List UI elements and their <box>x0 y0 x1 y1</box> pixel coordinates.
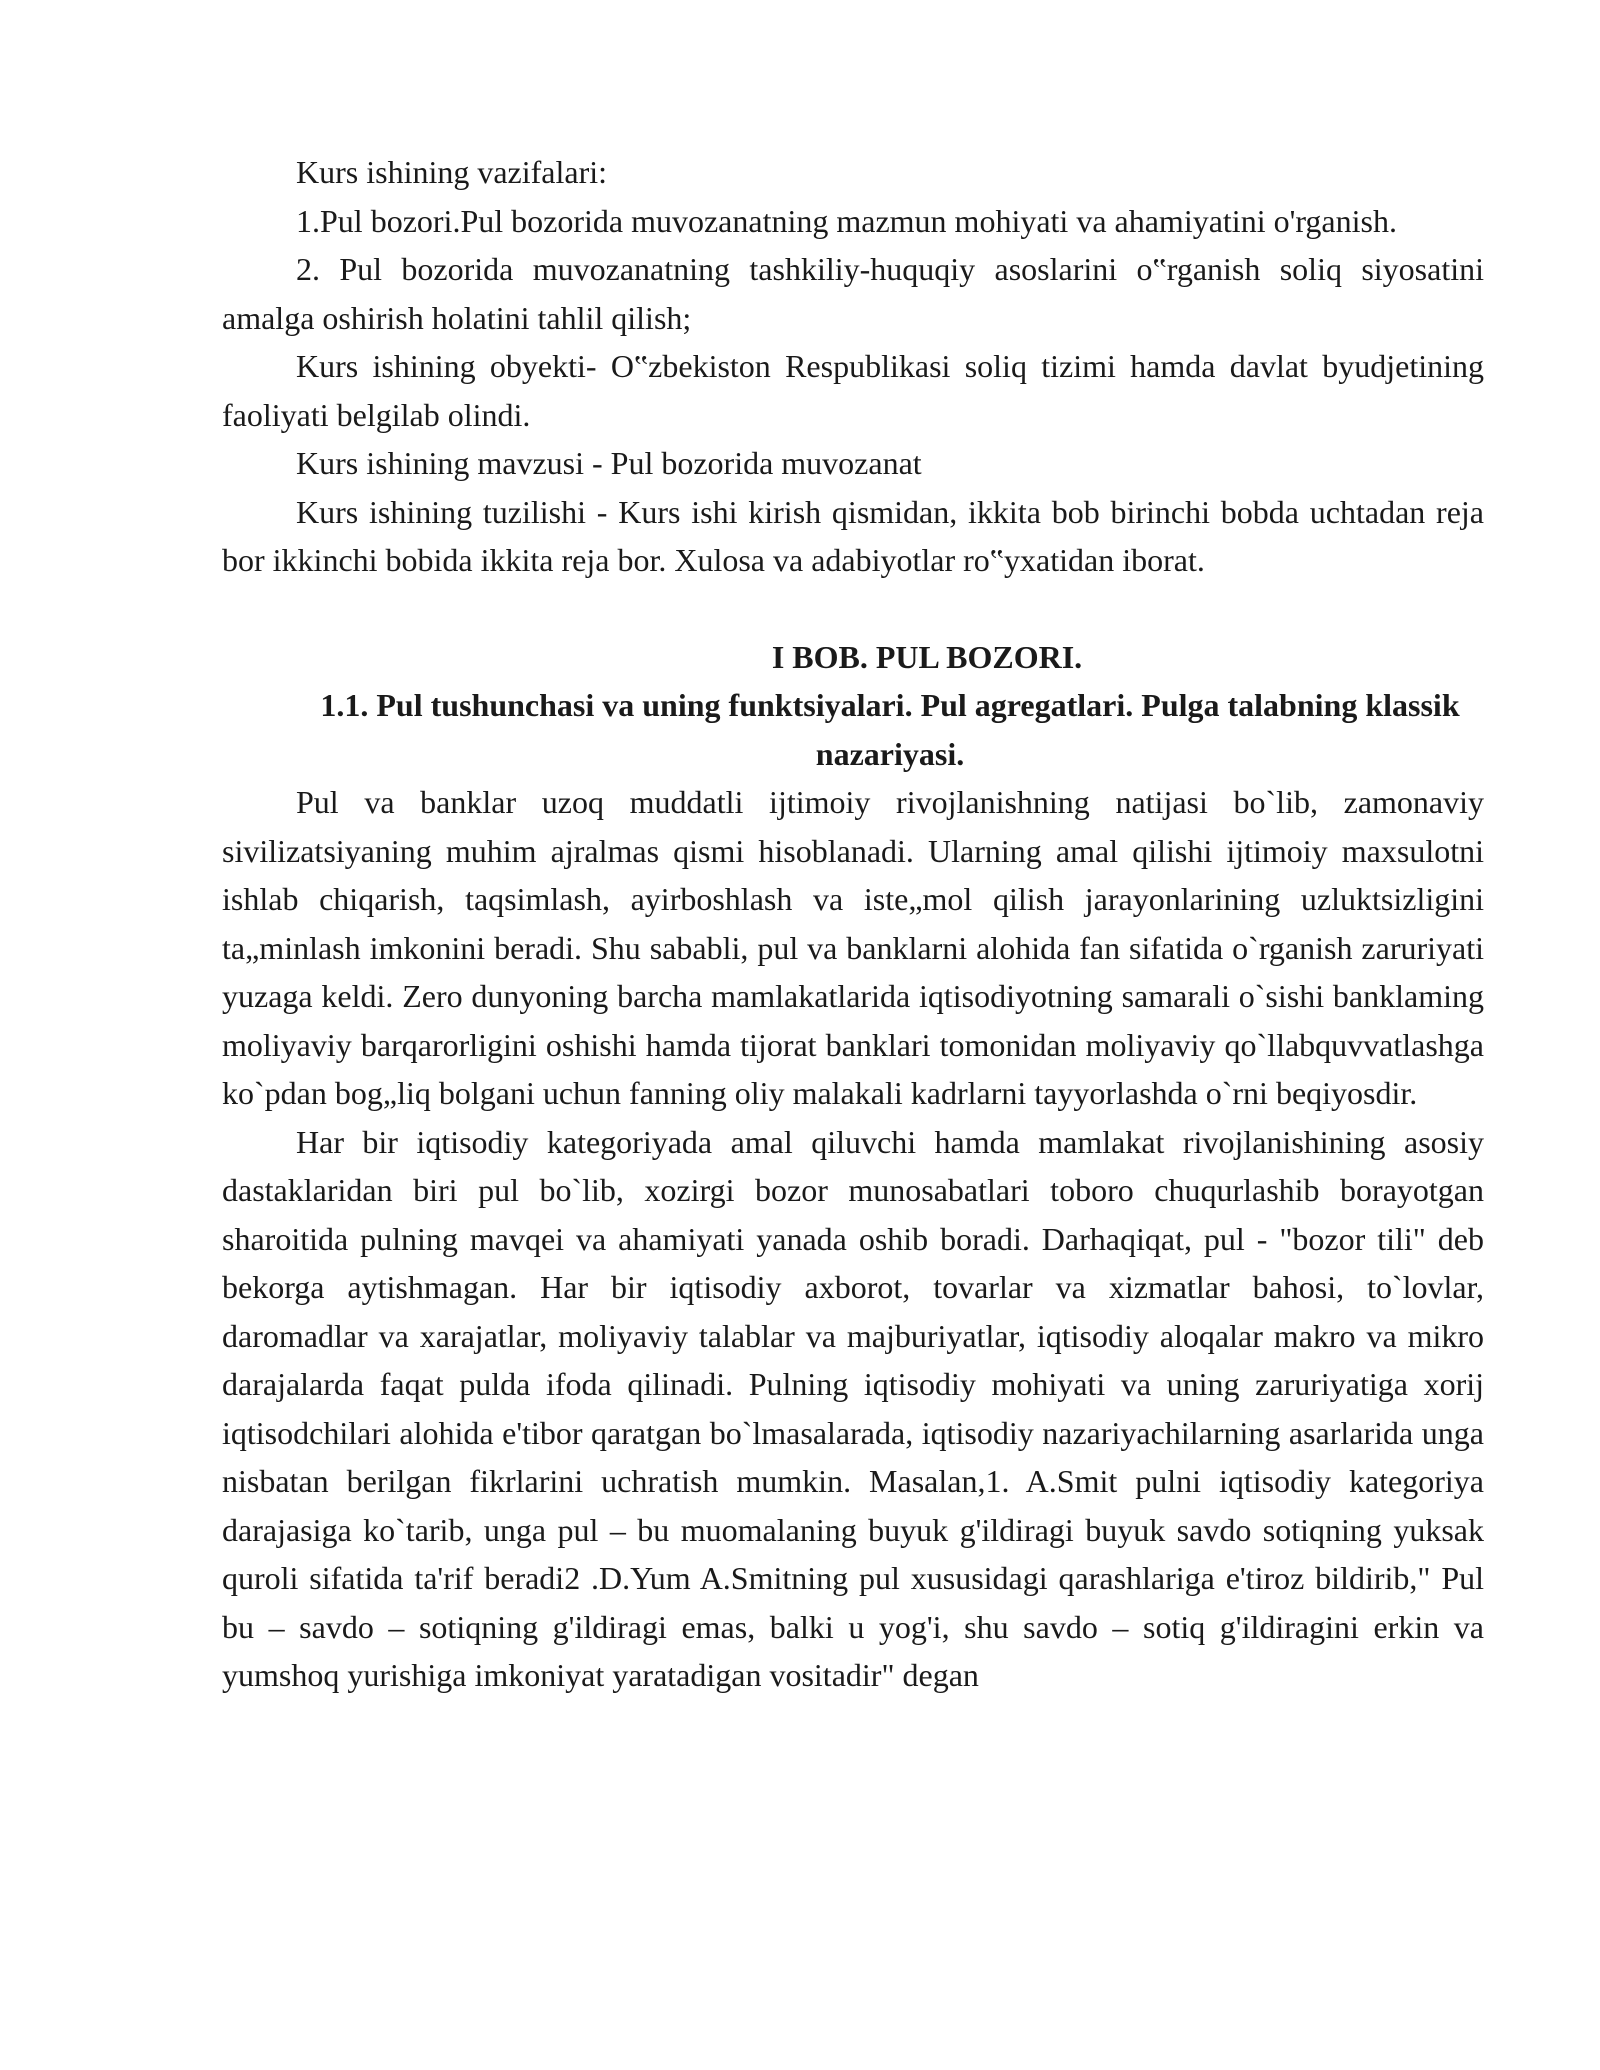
chapter-title: I BOB. PUL BOZORI. <box>771 638 1083 675</box>
tasks-heading: Kurs ishining vazifalari: <box>296 154 608 190</box>
subject-paragraph: Kurs ishining mavzusi - Pul bozorida muvozanat <box>296 445 922 481</box>
task-2-paragraph: 2. Pul bozorida muvozanatning tashkiliy-huquqiy asoslarini o‟rganish soliq siyosatini amalga oshirish holatini tahlil qilish; <box>222 251 1484 336</box>
spacer <box>222 585 1484 633</box>
body-paragraph-2: Har bir iqtisodiy kategoriyada amal qiluvchi hamda mamlakat rivojlanishining asosiy dastaklaridan biri pul bo`lib, xozirgi bozor munosabatlari toboro chuqurlashib borayotgan sharoitida pulning mavqei va ahamiyati yanada oshib boradi. Darhaqiqat, pul - "bozor tili" deb bekorga aytishmagan. Har bir iqtisodiy axborot, tovarlar va xizmatlar bahosi, to`lovlar, daromadlar va xarajatlar, moliyaviy talablar va majburiyatlar, iqtisodiy aloqalar makro va mikro darajalarda faqat pulda ifoda qilinadi. Pulning iqtisodiy mohiyati va uning zaruriyatiga xorij iqtisodchilari alohida e'tibor qaratgan bo`lmasalarada, iqtisodiy nazariyachilarning asarlarida unga nisbatan berilgan fikrlarini uchratish mumkin. Masalan,1. A.Smit pulni iqtisodiy kategoriya darajasiga ko`tarib, unga pul – bu muomalaning buyuk g'ildiragi buyuk savdo sotiqning yuksak quroli sifatida ta'rif beradi2 .D.Yum A.Smitning pul xususidagi qarashlariga e'tiroz bildirib," Pul bu – savdo – sotiqning g'ildiragi emas, balki u yog'i, shu savdo – sotiq g'ildiragini erkin va yumshoq yurishiga imkoniyat yaratadigan vositadir" degan <box>222 1123 1484 1693</box>
structure-paragraph: Kurs ishining tuzilishi - Kurs ishi kirish qismidan, ikkita bob birinchi bobda uchtadan reja bor ikkinchi bobida ikkita reja bor. Xulosa va adabiyotlar ro‟yxatidan iborat. <box>222 493 1484 578</box>
task-1-paragraph: 1.Pul bozori.Pul bozorida muvozanatning mazmun mohiyati va ahamiyatini o'rganish. <box>296 202 1397 239</box>
object-paragraph: Kurs ishining obyekti- O‟zbekiston Respublikasi soliq tizimi hamda davlat byudjetining faoliyati belgilab olindi. <box>222 348 1484 433</box>
document-page <box>222 148 1484 1700</box>
section-title: 1.1. Pul tushunchasi va uning funktsiyalari. Pul agregatlari. Pulga talabning klassik nazariyasi. <box>320 687 1460 772</box>
body-paragraph-1: Pul va banklar uzoq muddatli ijtimoiy rivojlanishning natijasi bo`lib, zamonaviy sivilizatsiyaning muhim ajralmas qismi hisoblanadi. Ularning amal qilishi ijtimoiy maxsulotni ishlab chiqarish, taqsimlash, ayirboshlash va iste„mol qilish jarayonlarining uzluktsizligini ta„minlash imkonini beradi. Shu sababli, pul va banklarni alohida fan sifatida o`rganish zaruriyati yuzaga keldi. Zero dunyoning barcha mamlakatlarida iqtisodiyotning samarali o`sishi banklaming moliyaviy barqarorligini oshishi hamda tijorat banklari tomonidan moliyaviy qo`llabquvvatlashga ko`pdan bog„liq bolgani uchun fanning oliy malakali kadrlarni tayyorlashda o`rni beqiyosdir. <box>222 784 1484 1111</box>
